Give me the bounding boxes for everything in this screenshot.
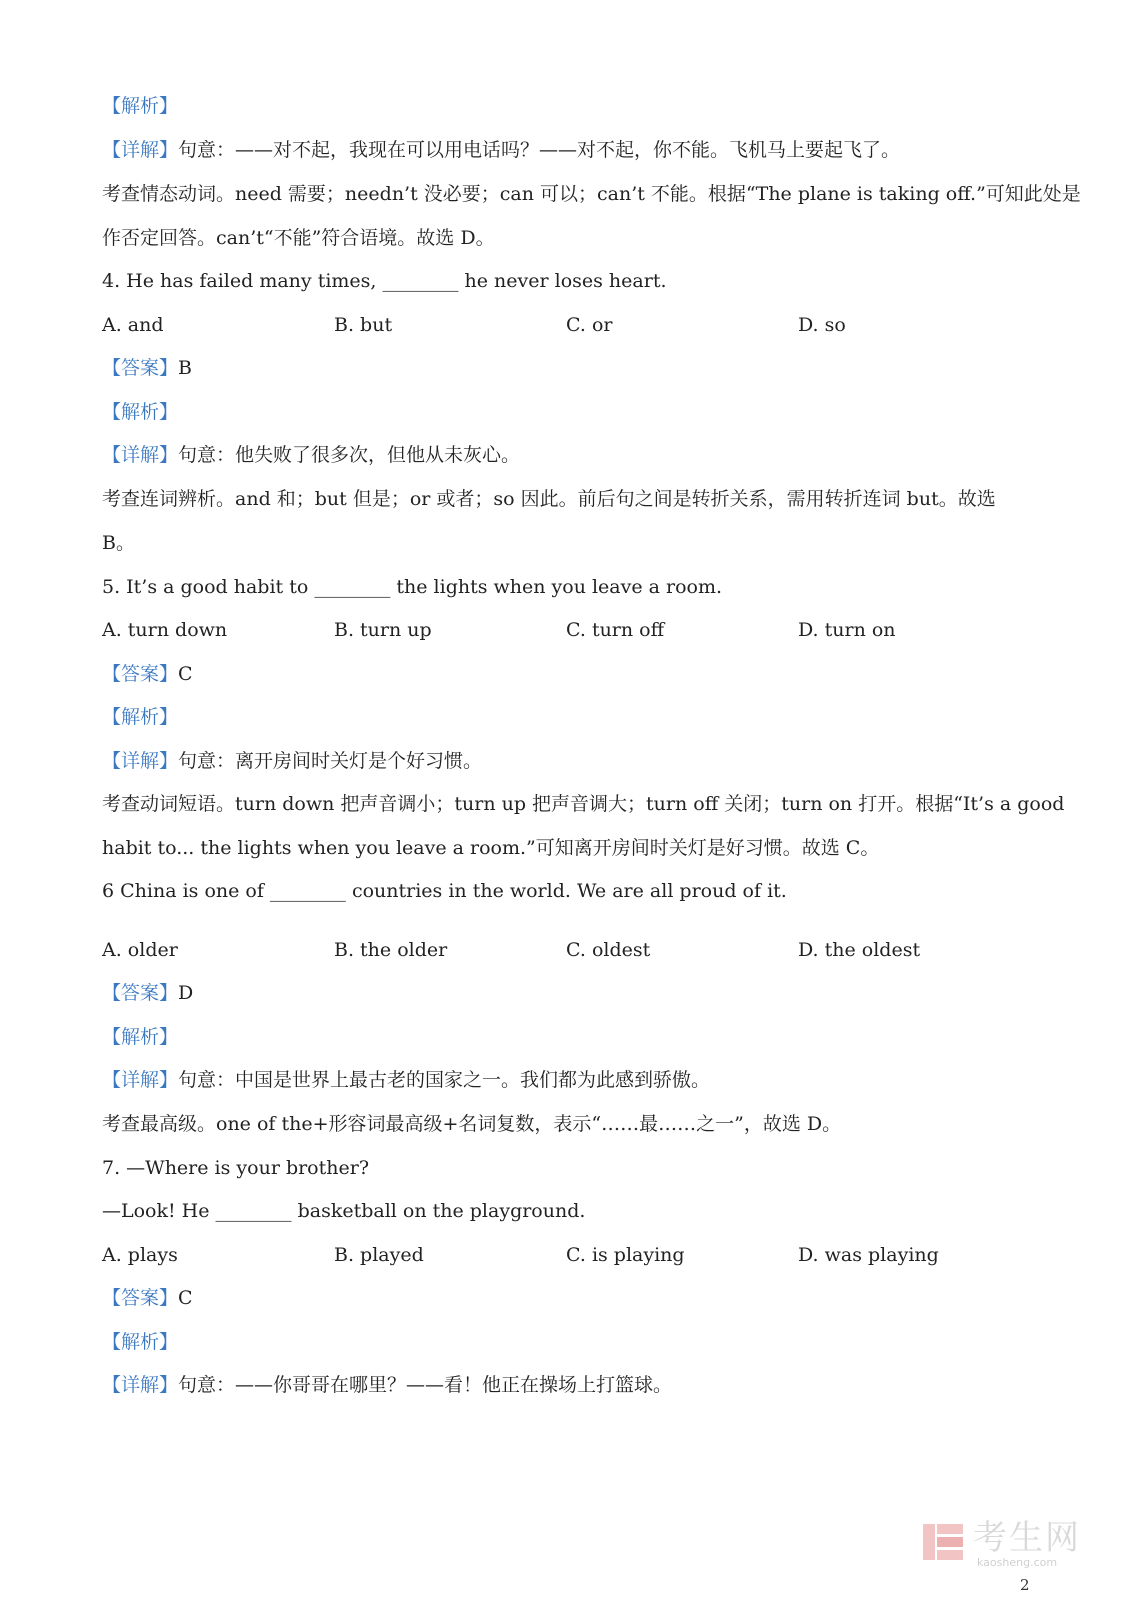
page-number: 2	[1020, 1576, 1030, 1594]
q5-explain-line2: habit to... the lights when you leave a room.”可知离开房间时关灯是好习惯。故选 C。	[102, 837, 880, 859]
q5-analysis-tag: 【解析】	[102, 706, 179, 728]
q6-answer-tag: 【答案】	[102, 982, 179, 1004]
q4-detail-tag: 【详解】	[102, 444, 179, 466]
q5-explain-line1: 考查动词短语。turn down 把声音调小；turn up 把声音调大；turn off 关闭；turn on 打开。根据“It’s a good	[102, 793, 1065, 815]
q4-option-a: A. and	[102, 314, 164, 336]
q7-detail-text: 句意：——你哥哥在哪里？——看！他正在操场上打篮球。	[178, 1374, 673, 1396]
logo-domain: kaosheng.com	[977, 1556, 1058, 1569]
q6-option-a: A. older	[102, 939, 178, 961]
q6-question: 6 China is one of ________ countries in the world. We are all proud of it.	[102, 880, 787, 902]
q5-options	[102, 617, 1022, 643]
q5-option-d: D. turn on	[798, 619, 896, 641]
q4-explain-line2: B。	[102, 532, 135, 554]
q6-options	[102, 937, 1022, 963]
q5-detail-tag: 【详解】	[102, 750, 179, 772]
q7-detail-tag: 【详解】	[102, 1374, 179, 1396]
q5-detail	[102, 748, 482, 774]
q6-option-c: C. oldest	[566, 939, 651, 961]
q5-answer	[102, 661, 193, 687]
logo-name: 考生网	[973, 1518, 1081, 1558]
q4-analysis-tag: 【解析】	[102, 401, 179, 423]
site-logo	[921, 1518, 1091, 1570]
q3-explain-line2: 作否定回答。can’t“不能”符合语境。故选 D。	[102, 227, 495, 249]
q6-answer-value: D	[178, 982, 194, 1004]
q4-option-b: B. but	[334, 314, 393, 336]
q3-detail-text: 句意：——对不起，我现在可以用电话吗？——对不起，你不能。飞机马上要起飞了。	[178, 139, 901, 161]
q7-option-b: B. played	[334, 1244, 424, 1266]
q4-detail	[102, 442, 520, 468]
q3-explain-line1: 考查情态动词。need 需要；needn’t 没必要；can 可以；can’t 不能。根据“The plane is taking off.”可知此处是	[102, 183, 1081, 205]
q7-option-d: D. was playing	[798, 1244, 939, 1266]
q4-answer	[102, 355, 192, 381]
q3-detail	[102, 137, 900, 163]
q4-options	[102, 312, 1022, 338]
q3-analysis-tag: 【解析】	[102, 95, 179, 117]
q3-detail-tag: 【详解】	[102, 139, 179, 161]
q7-options	[102, 1242, 1022, 1268]
q7-option-c: C. is playing	[566, 1244, 685, 1266]
q7-question: 7. —Where is your brother?	[102, 1157, 370, 1179]
q6-explain-line1: 考查最高级。one of the+形容词最高级+名词复数，表示“……最……之一”，故选 D。	[102, 1113, 842, 1135]
q7-analysis-tag: 【解析】	[102, 1331, 179, 1353]
q5-detail-text: 句意：离开房间时关灯是个好习惯。	[178, 750, 483, 772]
q5-question: 5. It’s a good habit to ________ the lights when you leave a room.	[102, 576, 723, 598]
q7-question-line2: —Look! He ________ basketball on the playground.	[102, 1200, 586, 1222]
q4-question: 4. He has failed many times, ________ he never loses heart.	[102, 270, 667, 292]
q6-option-b: B. the older	[334, 939, 448, 961]
q6-detail-tag: 【详解】	[102, 1069, 179, 1091]
q4-detail-text: 句意：他失败了很多次，但他从未灰心。	[178, 444, 521, 466]
q4-explain-line1: 考查连词辨析。and 和；but 但是；or 或者；so 因此。前后句之间是转折关系，需用转折连词 but。故选	[102, 488, 996, 510]
q5-answer-value: C	[178, 663, 193, 685]
q6-answer	[102, 980, 193, 1006]
q6-detail-text: 句意：中国是世界上最古老的国家之一。我们都为此感到骄傲。	[178, 1069, 711, 1091]
q7-option-a: A. plays	[102, 1244, 178, 1266]
q7-detail	[102, 1372, 672, 1398]
q7-answer-tag: 【答案】	[102, 1287, 179, 1309]
logo-mark-icon	[921, 1520, 965, 1564]
q4-answer-value: B	[178, 357, 192, 379]
q4-option-d: D. so	[798, 314, 846, 336]
q7-answer-value: C	[178, 1287, 193, 1309]
q6-option-d: D. the oldest	[798, 939, 921, 961]
q7-answer	[102, 1285, 193, 1311]
q6-analysis-tag: 【解析】	[102, 1026, 179, 1048]
q5-option-c: C. turn off	[566, 619, 665, 641]
q4-option-c: C. or	[566, 314, 613, 336]
q6-detail	[102, 1067, 710, 1093]
q5-option-b: B. turn up	[334, 619, 432, 641]
q5-answer-tag: 【答案】	[102, 663, 179, 685]
q4-answer-tag: 【答案】	[102, 357, 179, 379]
q5-option-a: A. turn down	[102, 619, 228, 641]
